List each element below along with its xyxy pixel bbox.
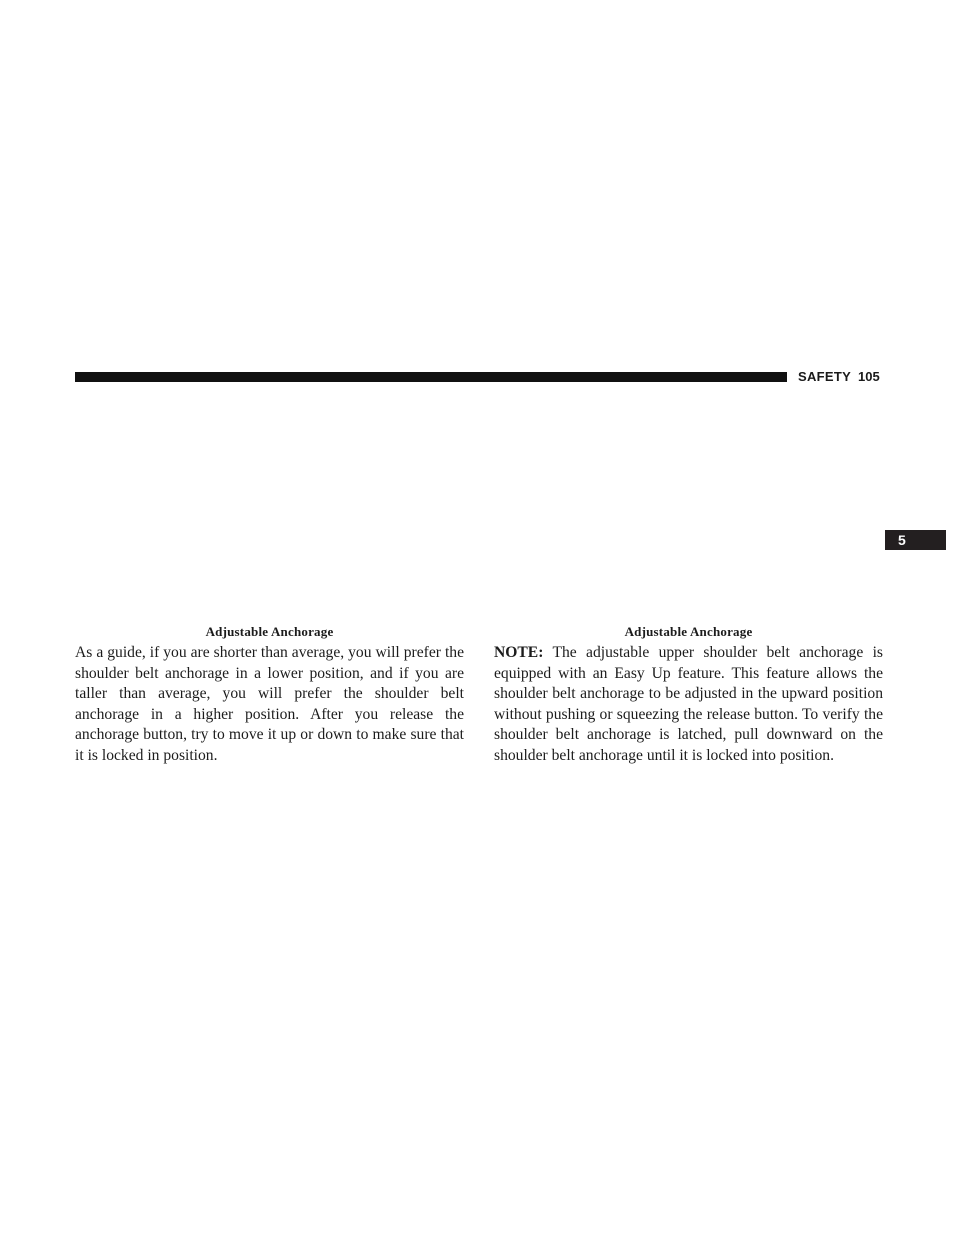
body-paragraph: As a guide, if you are shorter than average, you will prefer the shoulder belt anchorage in a lower position, and if you are taller than average, you will prefer the shoulder belt anchorage in a higher position. After you release the anchorage button, try to move it up or down to make sure that it is locked in position.: [75, 644, 464, 764]
note-paragraph: [494, 643, 883, 767]
note-label: NOTE:: [494, 644, 544, 661]
header-rule: [75, 372, 787, 382]
left-column: [75, 623, 464, 767]
chapter-number: 5: [898, 532, 906, 548]
note-text: The adjustable upper shoulder belt anchorage is equipped with an Easy Up feature. This feature allows the shoulder belt anchorage to be adjusted in the upward position without pushing or squeezing the release button. To verify the shoulder belt anchorage is latched, pull downward on the shoulder belt anchorage until it is locked into position.: [494, 644, 883, 764]
chapter-tab: [885, 530, 946, 550]
right-column: [494, 623, 883, 767]
page-number: 105: [858, 369, 880, 384]
figure-caption: Adjustable Anchorage: [205, 624, 334, 639]
figure-caption: Adjustable Anchorage: [624, 624, 753, 639]
section-title: SAFETY: [798, 369, 852, 384]
